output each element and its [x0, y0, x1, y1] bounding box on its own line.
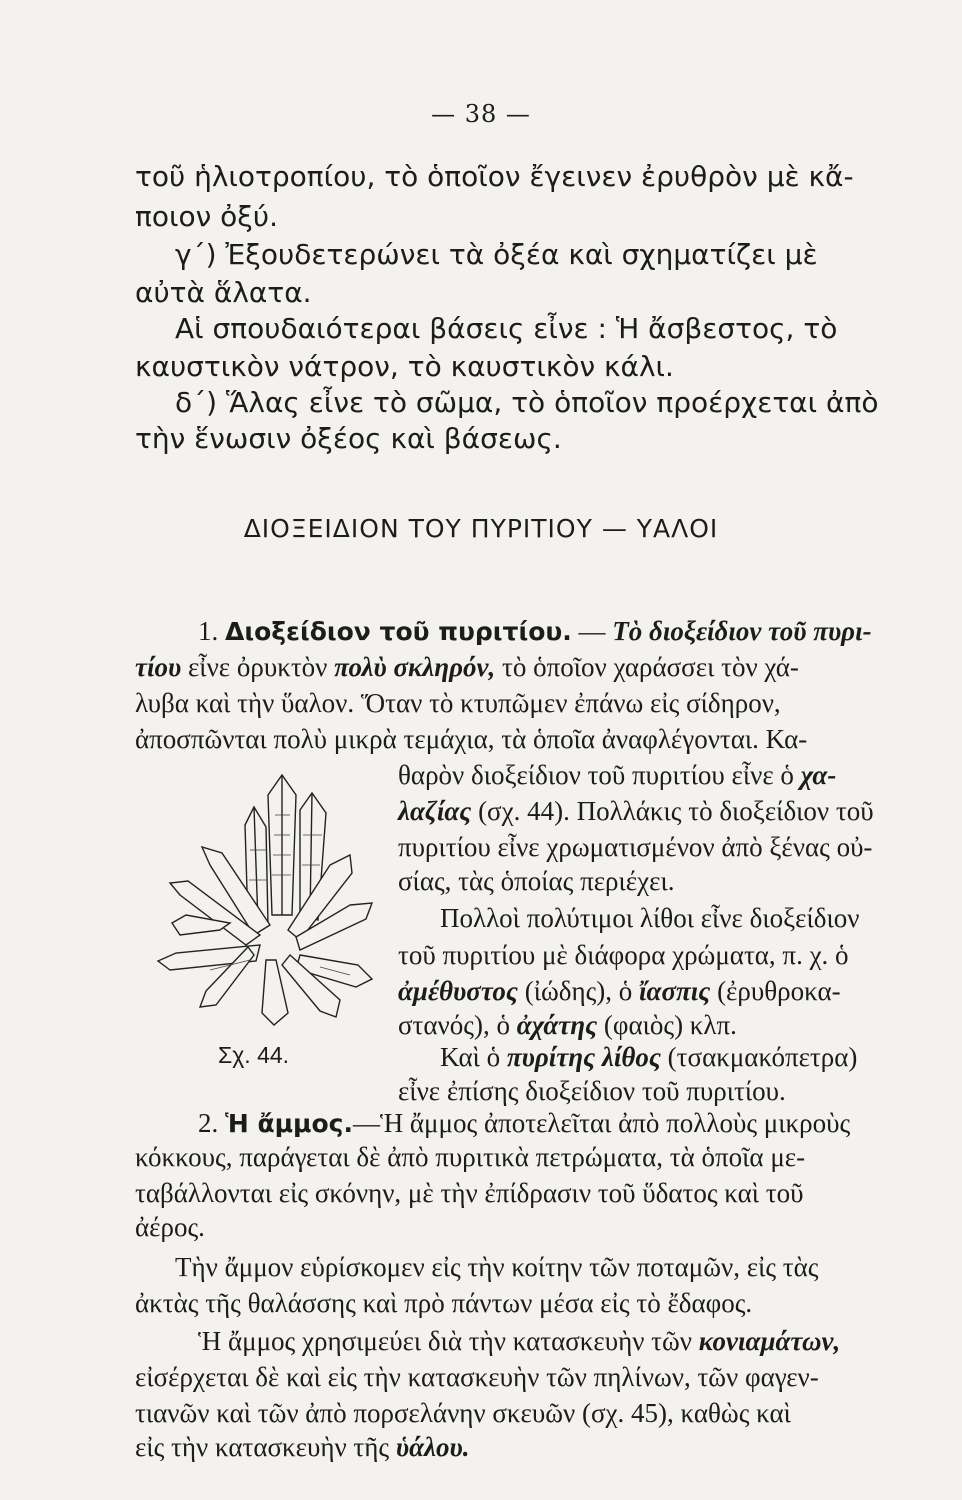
- figure-caption: Σχ. 44.: [218, 1042, 290, 1068]
- s1-text: (σχ. 44). Πολλάκις τὸ διοξείδιον τοῦ: [471, 796, 874, 826]
- s2-line-8: εἰσέρχεται δὲ καὶ εἰς τὴν κατασκευὴν τῶν πηλίνων, τῶν φαγεν-: [135, 1362, 819, 1392]
- s2-emph: ὑάλου.: [395, 1432, 470, 1462]
- s1-text: εἶνε ὀρυκτὸν: [181, 652, 335, 682]
- s2-text: —Ἡ ἄμμος ἀποτελεῖται ἀπὸ πολλοὺς μικροὺς: [352, 1108, 851, 1138]
- s2-text: Ἡ ἄμμος χρησιμεύει διὰ τὴν κατασκευὴν τῶν: [198, 1326, 699, 1356]
- s1-number: 1.: [198, 616, 219, 646]
- s1-line-5: [398, 760, 836, 791]
- s2-line-7: [198, 1326, 840, 1357]
- intro-line-8: τὴν ἕνωσιν ὀξέος καὶ βάσεως.: [135, 422, 562, 455]
- s1-emph: λαζίας: [398, 796, 472, 826]
- s2-number: 2.: [198, 1108, 219, 1138]
- s1-line-2: [135, 652, 799, 683]
- s2-line-3: ταβάλλονται εἰς σκόνην, μὲ τὴν ἐπίδρασιν τοῦ ὕδατος καὶ τοῦ: [135, 1178, 804, 1208]
- s1-line-12: [398, 1010, 737, 1041]
- s1-text: στανός), ὁ: [398, 1010, 517, 1040]
- s1-text: (ἐρυθροκα-: [710, 976, 841, 1006]
- s2-line-6: ἀκτὰς τῆς θαλάσσης καὶ πρὸ πάντων μέσα εἰς τὸ ἔδαφος.: [135, 1288, 753, 1318]
- s1-line-1: [198, 616, 872, 647]
- s1-emph: πυρίτης λίθος: [506, 1042, 661, 1072]
- s1-text: (ἰώδης), ὁ: [517, 976, 640, 1006]
- intro-line-7: δ΄) Ἅλας εἶνε τὸ σῶμα, τὸ ὁποῖον προέρχεται ἀπὸ: [175, 386, 879, 419]
- s2-text: εἰς τὴν κατασκευὴν τῆς: [135, 1432, 396, 1462]
- intro-line-3: γ΄) Ἐξουδετερώνει τὰ ὀξέα καὶ σχηματίζει μὲ: [175, 238, 818, 271]
- s1-text: τὸ ὁποῖον χαράσσει τὸν χά-: [495, 652, 799, 682]
- page-number: — 38 —: [431, 100, 531, 128]
- s1-line-7: πυριτίου εἶνε χρωματισμένον ἀπὸ ξένας οὐ-: [398, 832, 873, 862]
- intro-line-6: καυστικὸν νάτρον, τὸ καυστικὸν κάλι.: [135, 350, 674, 383]
- s1-text: (τσακμακόπετρα): [660, 1042, 858, 1072]
- intro-line-2: ποιον ὀξύ.: [135, 200, 278, 233]
- s2-title: Ἡ ἄμμος.: [225, 1109, 353, 1138]
- section-heading: ΔΙΟΞΕΙΔΙΟΝ ΤΟΥ ΠΥΡΙΤΙΟΥ — ΥΑΛΟΙ: [243, 514, 719, 543]
- s1-line-8: σίας, τὰς ὁποίας περιέχει.: [398, 866, 675, 896]
- s1-text: θαρὸν διοξείδιον τοῦ πυριτίου εἶνε ὁ: [398, 760, 801, 790]
- s1-line-10: τοῦ πυριτίου μὲ διάφορα χρώματα, π. χ. ὁ: [398, 940, 849, 970]
- s2-line-2: κόκκους, παράγεται δὲ ἀπὸ πυριτικὰ πετρώματα, τὰ ὁποῖα με-: [135, 1142, 806, 1172]
- s1-line-13: [440, 1042, 857, 1073]
- s1-line-14: εἶνε ἐπίσης διοξείδιον τοῦ πυριτίου.: [398, 1076, 786, 1106]
- s2-line-10: [135, 1432, 469, 1463]
- s1-term: Τὸ διοξείδιον τοῦ πυρι-: [612, 616, 872, 646]
- s1-title: Διοξείδιον τοῦ πυριτίου.: [225, 617, 572, 646]
- s1-line-6: [398, 796, 874, 827]
- s1-term-cont: τίου: [135, 652, 182, 682]
- s2-line-9: τιανῶν καὶ τῶν ἀπὸ πορσελάνην σκευῶν (σχ. 45), καθὼς καὶ: [135, 1398, 791, 1428]
- intro-line-4: αὐτὰ ἅλατα.: [135, 276, 312, 309]
- crystal-cluster-illustration: [150, 755, 390, 1035]
- s1-text: (φαιὸς) κλπ.: [597, 1010, 737, 1040]
- s2-line-5: Τὴν ἄμμον εὑρίσκομεν εἰς τὴν κοίτην τῶν ποταμῶν, εἰς τὰς: [175, 1252, 819, 1282]
- s1-line-3: λυβα καὶ τὴν ὕαλον. Ὅταν τὸ κτυπῶμεν ἐπάνω εἰς σίδηρον,: [135, 688, 781, 718]
- s1-emph: χα-: [800, 760, 837, 790]
- s1-emph: ἀχάτης: [516, 1010, 598, 1040]
- s1-line-11: [398, 976, 841, 1007]
- s1-line-9: Πολλοὶ πολύτιμοι λίθοι εἶνε διοξείδιον: [440, 903, 860, 933]
- s1-emph: ἀμέθυστος: [398, 976, 518, 1006]
- s1-line-4: ἀποσπῶνται πολὺ μικρὰ τεμάχια, τὰ ὁποῖα ἀναφλέγονται. Κα-: [135, 724, 808, 754]
- s2-line-1: [198, 1108, 850, 1139]
- s1-emph: πολὺ σκληρόν,: [334, 652, 496, 682]
- s2-line-4: ἀέρος.: [135, 1212, 205, 1242]
- s1-text: Καὶ ὁ: [440, 1042, 507, 1072]
- intro-line-1: τοῦ ἡλιοτροπίου, τὸ ὁποῖον ἔγεινεν ἐρυθρὸν μὲ κἄ-: [135, 160, 854, 193]
- intro-line-5: Αἱ σπουδαιότεραι βάσεις εἶνε : Ἡ ἄσβεστος, τὸ: [175, 312, 838, 345]
- s2-emph: κονιαμάτων,: [698, 1326, 841, 1356]
- s1-dash: —: [571, 616, 613, 646]
- s1-emph: ἴασπις: [639, 976, 711, 1006]
